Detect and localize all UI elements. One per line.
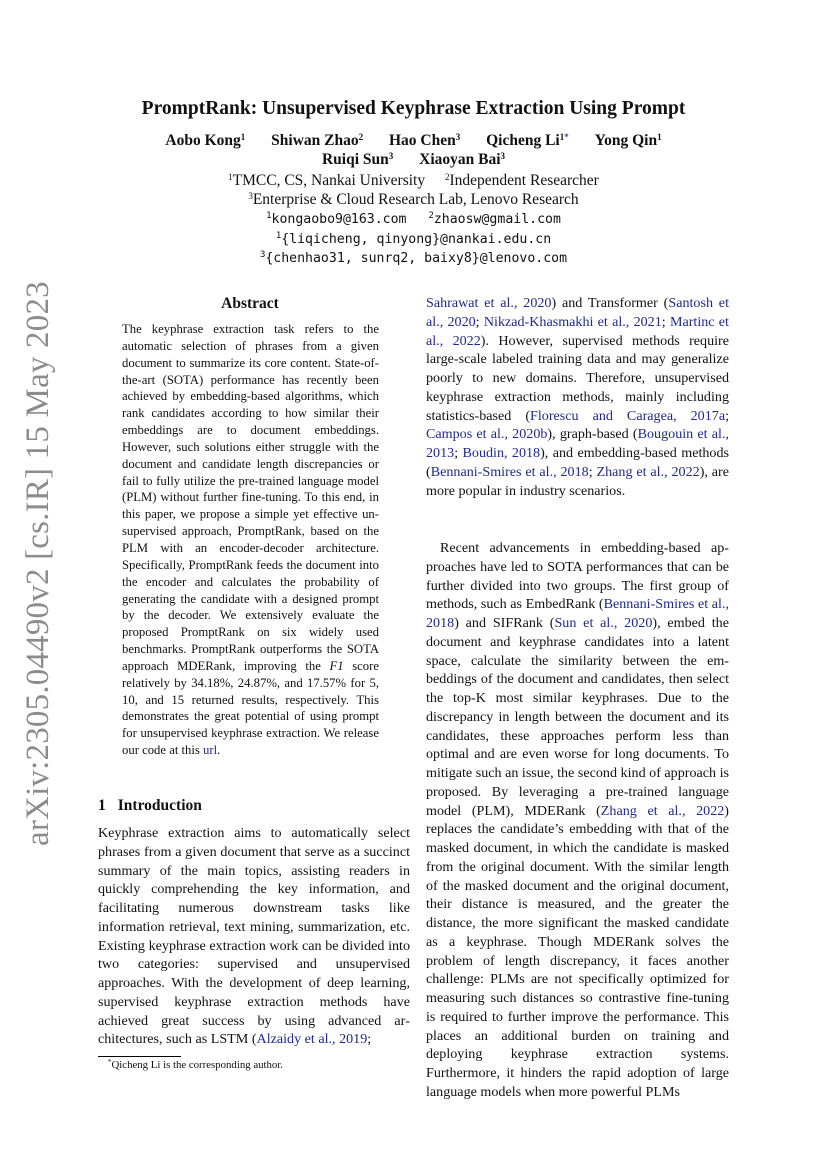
author: Hao Chen$^3$ <box>388 132 461 149</box>
email-address: $^1$kongaobo9@163.com <box>266 211 407 227</box>
footnote-divider <box>98 1056 181 1057</box>
f1-symbol: F1 <box>329 658 344 673</box>
right-column-paragraph-1: Sahrawat et al., 2020) and Transformer (Santosh et al., 2020; Nikzad-Khasmakhi et al., 2021; Martinc et al., 2022). However, supervised methods require large-scale labeled training data and may generalize poorly to new domains. Therefore, unsupervised keyphrase extraction methods, mainly including statistics-based (Florescu and Caragea, 2017a; Campos et al., 2020b), graph-based (Bougouin et al., 2013; Boudin, 2018), and embedding-based methods (Bennani-Smires et al., 2018; Zhang et al., 2022), are more popular in industry scenarios. <box>426 295 729 499</box>
affiliations-line-2: $^3$Enterprise & Cloud Research Lab, Lenovo Research <box>248 191 579 208</box>
code-url-link[interactable]: url <box>203 743 218 758</box>
author: Xiaoyan Bai$^3$ <box>419 151 506 168</box>
citation-link[interactable]: Sun et al., 2020 <box>554 615 653 631</box>
emails-line-1 <box>0 212 827 227</box>
citation-link[interactable]: Martinc et al., 2022 <box>426 313 729 349</box>
citation-link[interactable]: Bennani-Smires et al., 2018 <box>426 596 729 631</box>
author: Aobo Kong$^1$ <box>165 132 246 149</box>
email-address: $^2$zhaosw@gmail.com <box>428 211 561 227</box>
citation-link[interactable]: Boudin, 2018 <box>462 445 541 461</box>
author-list-line-2 <box>0 151 827 169</box>
right-column-paragraph-2: Recent advancements in embedding-based approaches have led to SOTA performances that can be further divided into two groups. The first group of methods, such as EmbedRank (Bennani-Smires et al., 2018) and SIFRank (Sun et al., 2020), embed the document and keyphrase candidates into a latent space, calculate the similarity between the embeddings of the document and candidates, then select the top-K most similar keyphrases. Due to the discrepancy in length between the document and its candidates, these approaches perform less than optimal and are even worse for long documents. To mitigate such an issue, the second kind of approach is proposed. By leveraging a pre-trained language model (PLM), MDERank (Zhang et al., 2022) replaces the candidate’s embedding with that of the masked document, in which the candidate is masked from the original document. With the similar length of the masked document and the original document, their distance is measured, and the greater the distance, the more significant the masked candidate as a keyphrase. Though MDERank solves the problem of length discrepancy, it faces another challenge: PLMs are not specifically optimized for measuring such distances so contrastive fine-tuning is required to further improve the performance. This places an additional burden on training and deploying keyphrase extraction systems. Furthermore, it hinders the rapid adoption of large language models when more powerful PLMs <box>426 540 729 1100</box>
emails-line-3: $^3${chenhao31, sunrq2, baixy8}@lenovo.com <box>259 250 568 266</box>
author-list-line-1 <box>0 132 827 150</box>
arxiv-identifier-stamp: arXiv:2305.04490v2 [cs.IR] 15 May 2023 <box>20 281 56 846</box>
section-heading-introduction: 1 Introduction <box>98 797 202 814</box>
citation-link[interactable]: Santosh et al., 2020 <box>426 295 729 330</box>
emails-line-2: $^1${liqicheng, qinyong}@nankai.edu.cn <box>275 231 552 247</box>
abstract-body: The keyphrase extraction task refers to the automatic selection of phrases from a given document to summarize its core content. State-of-the-art (SOTA) performance has recently been achieved by embedding-based algorithms, which rank candidates according to how similar their embeddings are to document embeddings. However, such solutions either struggle with the document and candidate length discrepancies or fail to fully utilize the pre-trained language model (PLM) without further fine-tuning. To this end, in this paper, we propose a simple yet effective unsupervised approach, PromptRank, based on the PLM with an encoder-decoder architecture. Specifically, PromptRank feeds the document into the encoder and calculates the probability of generating the candidate with a designed prompt by the decoder. We extensively evaluate the proposed PromptRank on six widely used benchmarks. PromptRank outperforms the SOTA approach MDERank, improving the F1 score relatively by 34.18%, 24.87%, and 17.57% for 5, 10, and 15 returned results, respectively. This demonstrates the great potential of using prompt for unsupervised keyphrase extraction. We release our code at this url. <box>122 322 379 758</box>
paper-title: PromptRank: Unsupervised Keyphrase Extraction Using Prompt <box>141 98 686 119</box>
citation-link[interactable]: Alzaidy et al., 2019 <box>256 1031 368 1048</box>
author: Shiwan Zhao$^2$ <box>271 132 364 149</box>
author: Yong Qin$^1$ <box>594 132 662 149</box>
citation-link[interactable]: Nikzad-Khasmakhi et al., 2021 <box>483 313 662 330</box>
citation-link[interactable]: Bougouin et al., 2013 <box>426 426 729 461</box>
author: Ruiqi Sun$^3$ <box>321 151 394 168</box>
footnote: *Qicheng Li is the corresponding author. <box>108 1058 284 1071</box>
citation-link[interactable]: Zhang et al., 2022 <box>600 802 725 819</box>
citation-link[interactable]: Zhang et al., 2022 <box>596 463 700 480</box>
citation-link[interactable]: Florescu and Caragea, 2017a <box>530 407 726 424</box>
citation-link[interactable]: Bennani-Smires et al., 2018 <box>430 463 589 480</box>
citation-link[interactable]: Campos et al., 2020b <box>426 426 548 443</box>
abstract-heading: Abstract <box>221 295 279 312</box>
footnote-mark-link[interactable]: * <box>564 132 569 142</box>
introduction-paragraph: Keyphrase extraction aims to automatically select phrases from a given document that serve as a succinct summary of the main topics, assisting readers in quickly comprehending the key information, and facilitating numerous downstream tasks like information retrieval, text mining, summarization, etc. Existing keyphrase extraction work can be divided into two categories: supervised and unsupervised approaches. With the development of deep learning, supervised keyphrase extraction methods have achieved great success by using advanced architectures, such as LSTM (Alzaidy et al., 2019; <box>98 825 410 1048</box>
author-corresponding: Qicheng $Li^{1*}$ <box>486 132 569 149</box>
affiliations-line-1 <box>0 172 827 190</box>
citation-link[interactable]: Sahrawat et al., 2020 <box>426 295 552 311</box>
affiliation: $^1$TMCC, CS, Nankai University <box>228 172 426 189</box>
affiliation: $^2$Independent Researcher <box>445 172 599 189</box>
